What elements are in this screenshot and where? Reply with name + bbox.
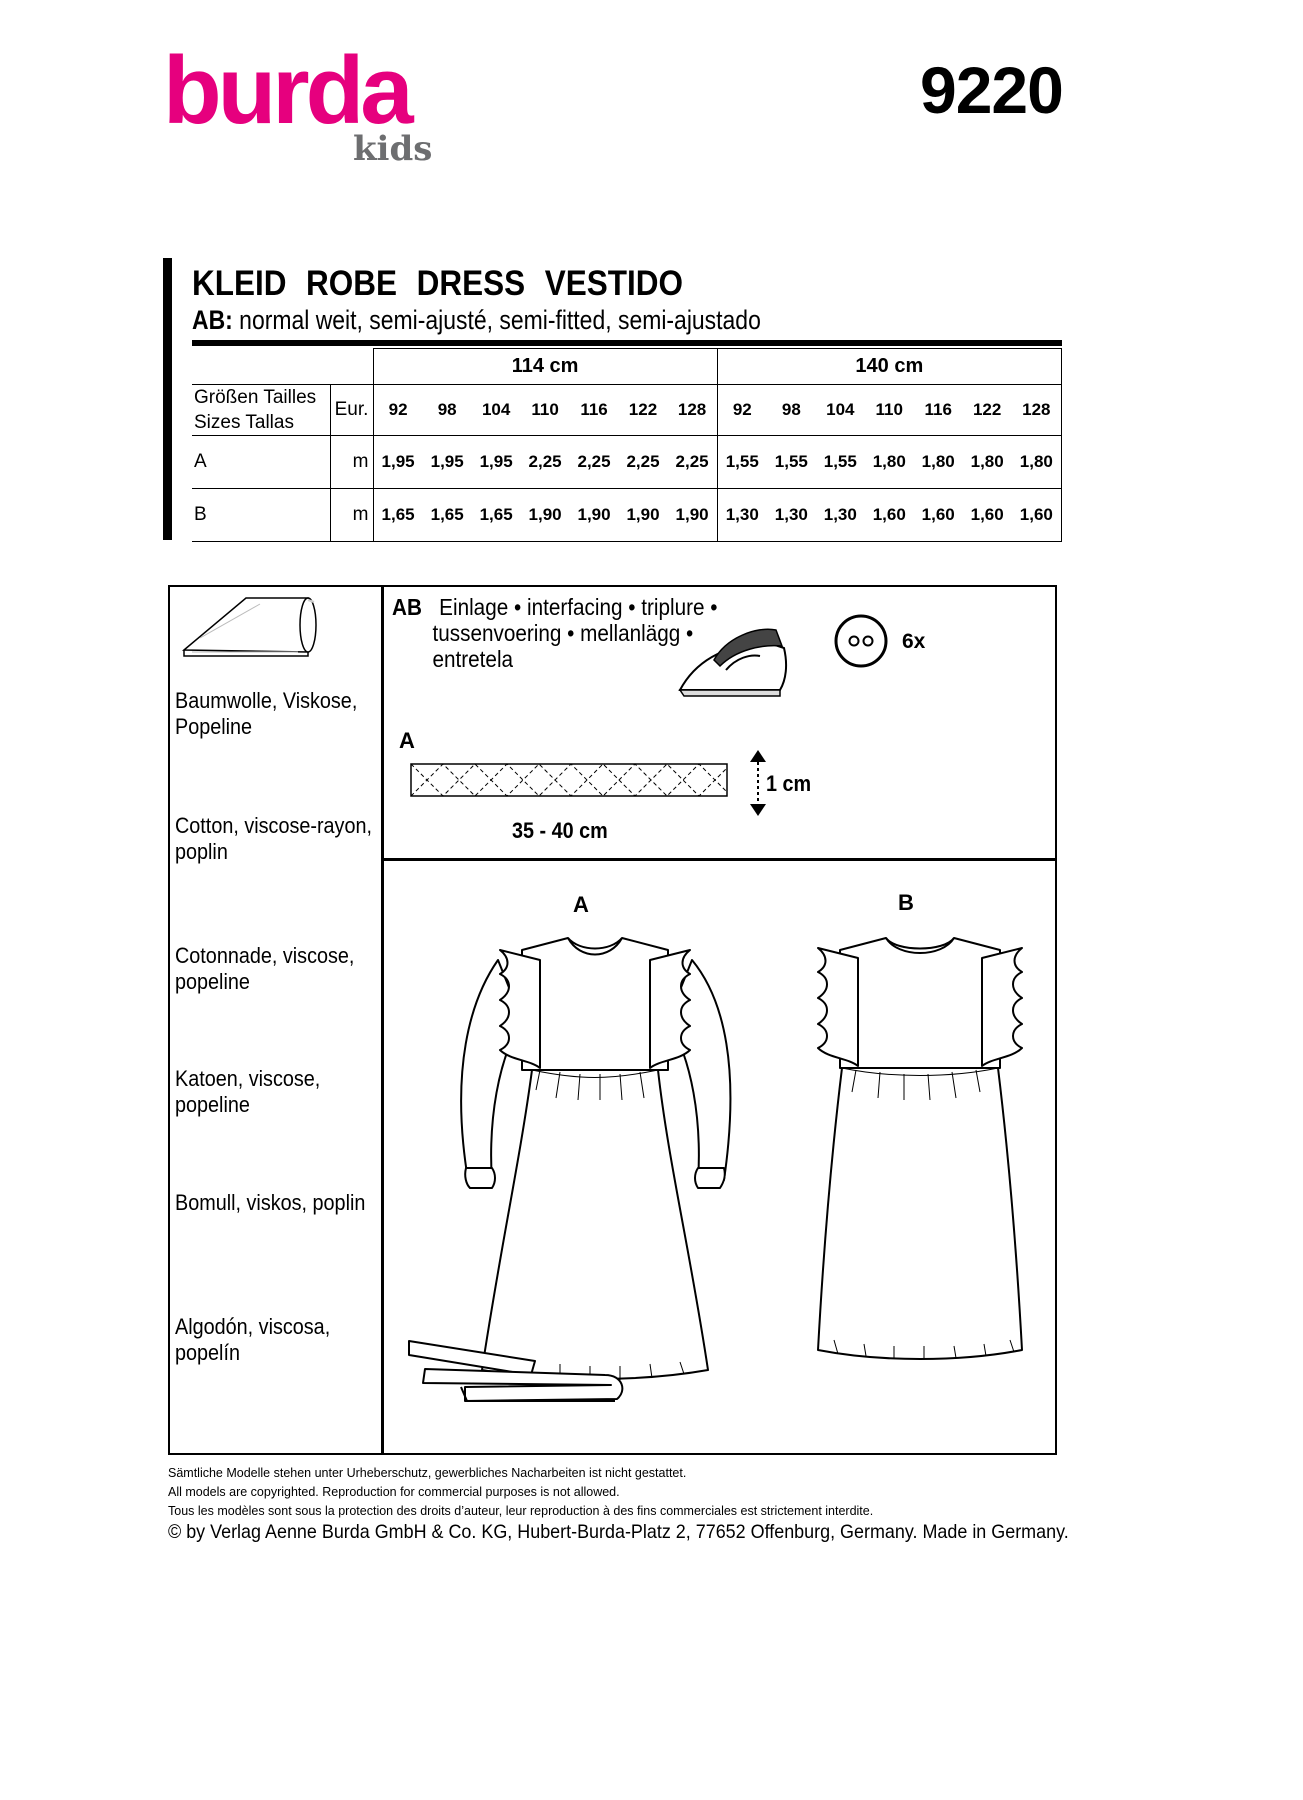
size-cell: 122: [619, 385, 668, 436]
size-cell: 128: [667, 385, 717, 436]
garment-title: KLEID ROBE DRESS VESTIDO: [192, 264, 683, 303]
yardage-cell: 2,25: [619, 436, 668, 489]
yardage-cell: 1,90: [619, 489, 668, 542]
yardage-cell: 1,80: [865, 436, 914, 489]
size-cell: 128: [1012, 385, 1062, 436]
yardage-cell: 1,90: [570, 489, 619, 542]
title-rule: [192, 340, 1062, 346]
yardage-cell: 2,25: [667, 436, 717, 489]
yardage-cell: 1,30: [816, 489, 865, 542]
dress-b-sketch: [800, 920, 1040, 1390]
size-cell: 98: [767, 385, 816, 436]
yardage-cell: 1,95: [423, 436, 472, 489]
yardage-cell: 1,80: [963, 436, 1012, 489]
iron-icon: [676, 620, 794, 698]
yardage-cell: 1,30: [717, 489, 767, 542]
yardage-cell: 1,60: [963, 489, 1012, 542]
unit-label: m: [330, 489, 373, 542]
size-cell: 92: [717, 385, 767, 436]
view-b-label: B: [898, 890, 914, 915]
notions-divider: [382, 858, 1056, 861]
fit-description: [192, 305, 761, 336]
logo-wordmark: burda: [163, 48, 410, 144]
yardage-cell: 1,60: [914, 489, 963, 542]
footer-en: All models are copyrighted. Reproduction for commercial purposes is not allowed.: [168, 1485, 620, 1499]
yardage-cell: 1,90: [521, 489, 570, 542]
belt-sketch: [405, 1335, 630, 1415]
sizes-label: Größen Tailles Sizes Tallas: [192, 385, 330, 436]
size-cell: 104: [472, 385, 521, 436]
view-label: A: [192, 436, 330, 489]
pattern-number: 9220: [920, 53, 1063, 127]
yardage-cell: 2,25: [570, 436, 619, 489]
footer-fr: Tous les modèles sont sous la protection des droits d’auteur, leur reproduction à des fins commerciales est strictement interdite.: [168, 1504, 874, 1518]
logo-sub: kids: [353, 129, 433, 168]
button-count: 6x: [902, 630, 926, 653]
view-a-label: A: [573, 892, 589, 917]
fabric-roll-icon: [180, 592, 320, 660]
strip-view-label: A: [399, 728, 415, 753]
yardage-table: [192, 348, 1062, 542]
interfacing-note: AB Einlage • interfacing • triplure • tussenvoering • mellanlägg • entretela: [392, 594, 718, 672]
interfacing-strip: [410, 758, 730, 802]
fit-text: normal weit, semi-ajusté, semi-fitted, semi-ajustado: [232, 305, 761, 335]
yardage-cell: 1,55: [816, 436, 865, 489]
strip-width: 1 cm: [766, 771, 812, 796]
fit-prefix: AB:: [192, 305, 233, 335]
width-header-114: 114 cm: [373, 349, 717, 385]
title-accent-bar: [163, 258, 172, 540]
size-cell: 116: [570, 385, 619, 436]
button-icon: [833, 613, 889, 669]
fabric-en: Cotton, viscose-rayon, poplin: [175, 813, 372, 864]
yardage-cell: 1,60: [1012, 489, 1062, 542]
fabric-es: Algodón, viscosa, popelín: [175, 1314, 331, 1365]
yardage-cell: 1,65: [472, 489, 521, 542]
fabric-sv: Bomull, viskos, poplin: [175, 1190, 366, 1215]
strip-length: 35 - 40 cm: [512, 818, 608, 843]
unit-label: m: [330, 436, 373, 489]
fabric-column-divider: [381, 586, 384, 1454]
yardage-cell: 1,95: [373, 436, 423, 489]
size-cell: 104: [816, 385, 865, 436]
copyright-line: © by Verlag Aenne Burda GmbH & Co. KG, Hubert-Burda-Platz 2, 77652 Offenburg, Germany. Made in Germany.: [168, 1521, 1069, 1543]
yardage-cell: 1,65: [373, 489, 423, 542]
fabric-de: Baumwolle, Viskose, Popeline: [175, 688, 358, 739]
footer-de: Sämtliche Modelle stehen unter Urheberschutz, gewerbliches Nacharbeiten ist nicht gestattet.: [168, 1466, 687, 1480]
yardage-cell: 1,95: [472, 436, 521, 489]
eur-label: Eur.: [330, 385, 373, 436]
yardage-cell: 1,60: [865, 489, 914, 542]
yardage-cell: 2,25: [521, 436, 570, 489]
size-cell: 110: [865, 385, 914, 436]
yardage-cell: 1,80: [914, 436, 963, 489]
fabric-nl: Katoen, viscose, popeline: [175, 1066, 321, 1117]
yardage-cell: 1,90: [667, 489, 717, 542]
size-cell: 116: [914, 385, 963, 436]
size-cell: 110: [521, 385, 570, 436]
yardage-cell: 1,80: [1012, 436, 1062, 489]
yardage-cell: 1,55: [767, 436, 816, 489]
interfacing-views: AB: [392, 594, 422, 620]
fabric-fr: Cotonnade, viscose, popeline: [175, 943, 355, 994]
yardage-cell: 1,55: [717, 436, 767, 489]
yardage-cell: 1,30: [767, 489, 816, 542]
size-cell: 122: [963, 385, 1012, 436]
yardage-cell: 1,65: [423, 489, 472, 542]
size-cell: 98: [423, 385, 472, 436]
view-label: B: [192, 489, 330, 542]
size-cell: 92: [373, 385, 423, 436]
width-header-140: 140 cm: [717, 349, 1061, 385]
burda-kids-logo: [163, 48, 463, 168]
